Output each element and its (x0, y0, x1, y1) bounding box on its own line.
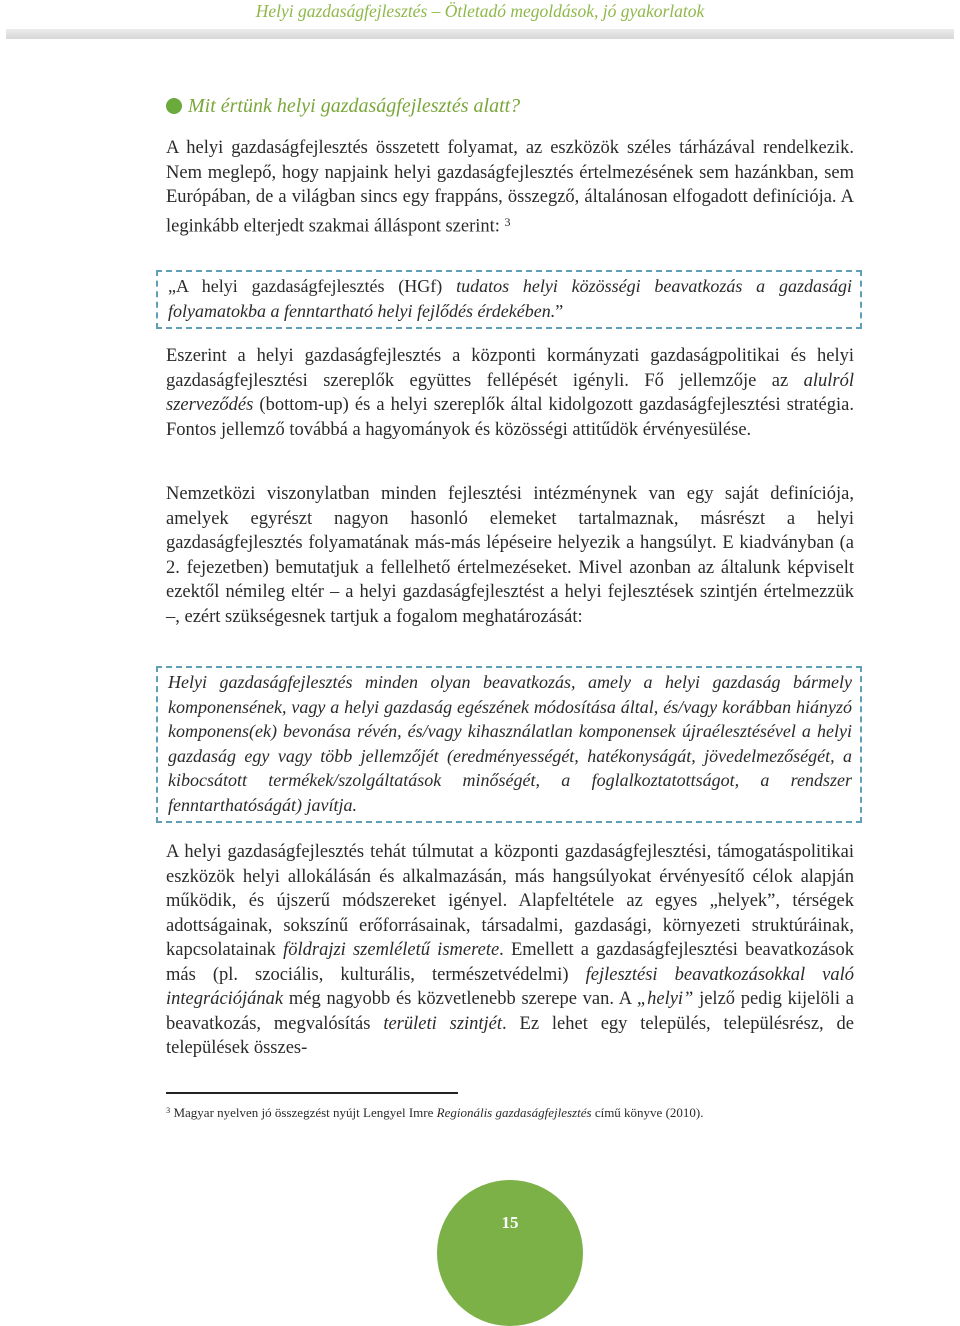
intro-paragraph (166, 136, 854, 238)
page-number: 15 (501, 1213, 519, 1232)
own-definition-text (168, 670, 852, 817)
quote-suffix: ” (555, 300, 564, 321)
footnote-text: című könyve (2010). (591, 1104, 704, 1120)
paragraph-text: Eszerint a helyi gazdaságfejlesztés a központi kormányzati gazdaságpolitikai és helyi gazdaságfejlesztési szereplők együttes fellépését igényli. Fő jellemzője az (166, 346, 854, 391)
footnote-italic: Regionális gazdaságfejlesztés (436, 1104, 592, 1120)
quote-prefix: „A helyi gazdaságfejlesztés (HGf) (168, 276, 457, 296)
footnote-divider (166, 1092, 458, 1094)
paragraph-beyond (166, 840, 854, 1061)
paragraph-italic: „helyi” (636, 989, 694, 1009)
intro-paragraph-text: A helyi gazdaságfejlesztés összetett folyamat, az eszközök széles tárházával rendelkezik. Nem meglepő, hogy napjaink helyi gazdaságfejlesztés értelmezésének sem hazánkban, sem Európában, de a világban sincs egy frappáns, összegző, általánosan elfogadott definíciója. A leginkább elterjedt szakmai álláspont szerint: (166, 138, 854, 236)
paragraph-italic: területi szintjét (383, 1013, 503, 1034)
footnote (166, 1102, 854, 1121)
header-divider (6, 29, 954, 39)
footnote-text: Magyar nyelven jó összegzést nyújt Lengyel Imre (170, 1104, 437, 1120)
green-bullet-icon (166, 98, 182, 114)
footnote-reference: 3 (504, 214, 511, 229)
page-number-badge (437, 1180, 583, 1326)
paragraph-italic: földrajzi szemléletű ismerete (283, 940, 500, 960)
running-header-title: Helyi gazdaságfejlesztés – Ötletadó megoldások, jó gyakorlatok (255, 1, 705, 21)
paragraph-text: még nagyobb és közvetlenebb szerepe van. A (283, 989, 637, 1009)
own-definition-box (156, 666, 862, 823)
paragraph-text: . Emellett a gazdaságfejlesztési beavatkozások más (pl. szociális, kulturális, természetvédelmi) (166, 940, 854, 985)
running-header (0, 0, 960, 42)
paragraph-text: . Ez lehet egy település, településrész, de települések összes- (166, 1013, 854, 1058)
definition-quote-box (156, 270, 862, 329)
paragraph-italic: alulról szerveződés (166, 370, 854, 415)
own-definition-italic: Helyi gazdaságfejlesztés minden olyan beavatkozás, amely a helyi gazdaság bármely komponensének, vagy a helyi gazdaság egészének módosítása által, és/vagy korábban hiányzó komponens(ek) bevonása révén, és/vagy kihasználatlan komponensek újraélesztésével a helyi gazdaság egy vagy több jellemzőjét (eredményességét, hatékonyságát, jövedelmezőségét, a kibocsátott termékek/szolgáltatások minőségét, a foglalkoztatottságot, a rendszer fenntarthatóságát) javítja. (168, 672, 852, 815)
paragraph-text: Nemzetközi viszonylatban minden fejlesztési intézménynek van egy saját definíciója, amelyek egyrészt nagyon hasonló elemeket tartalmaznak, másrészt a helyi gazdaságfejlesztés folyamatának más-más lépéseire helyezik a hangsúlyt. E kiadványban (a 2. fejezetben) bemutatjuk a fellelhető értelmezéseket. Mivel azonban az általunk képviselt ezektől némileg eltér – a helyi gazdaságfejlesztést a helyi fejlesztések szintjén értelmezzük –, ezért szükségesnek tartjuk a fogalom meghatározását: (166, 484, 854, 627)
paragraph-italic: fejlesztési beavatkozásokkal való integrációjának (166, 964, 854, 1009)
paragraph-text: (bottom-up) és a helyi szereplők által kidolgozott gazdaságfejlesztési stratégia. Fontos jellemző továbbá a hagyományok és közösségi attitűdök érvényesülése. (166, 395, 854, 440)
section-heading (166, 95, 854, 118)
paragraph-text: A helyi gazdaságfejlesztés tehát túlmutat a központi gazdaságfejlesztési, támogatáspolitikai eszközök helyi allokálásán és alkalmazásán, más hangsúlyokat érvényesítő célok alapján működik, és újszerű módszereket igényel. Alapfeltétele az egyes „helyek”, térségek adottságainak, sokszínű erőforrásainak, társadalmi, gazdasági, környezeti struktúráinak, kapcsolatainak (166, 842, 854, 960)
definition-quote (168, 274, 852, 323)
quote-italic: tudatos helyi közösségi beavatkozás a gazdasági folyamatokba a fenntartható helyi fejlődés érdekében. (168, 276, 852, 321)
footnote-number: 3 (166, 1105, 171, 1115)
paragraph-stakeholders (166, 344, 854, 442)
paragraph-text: jelző pedig kijelöli a beavatkozás, megvalósítás (166, 989, 854, 1034)
paragraph-international (166, 482, 854, 629)
section-heading-text: Mit értünk helyi gazdaságfejlesztés alatt? (188, 95, 521, 117)
